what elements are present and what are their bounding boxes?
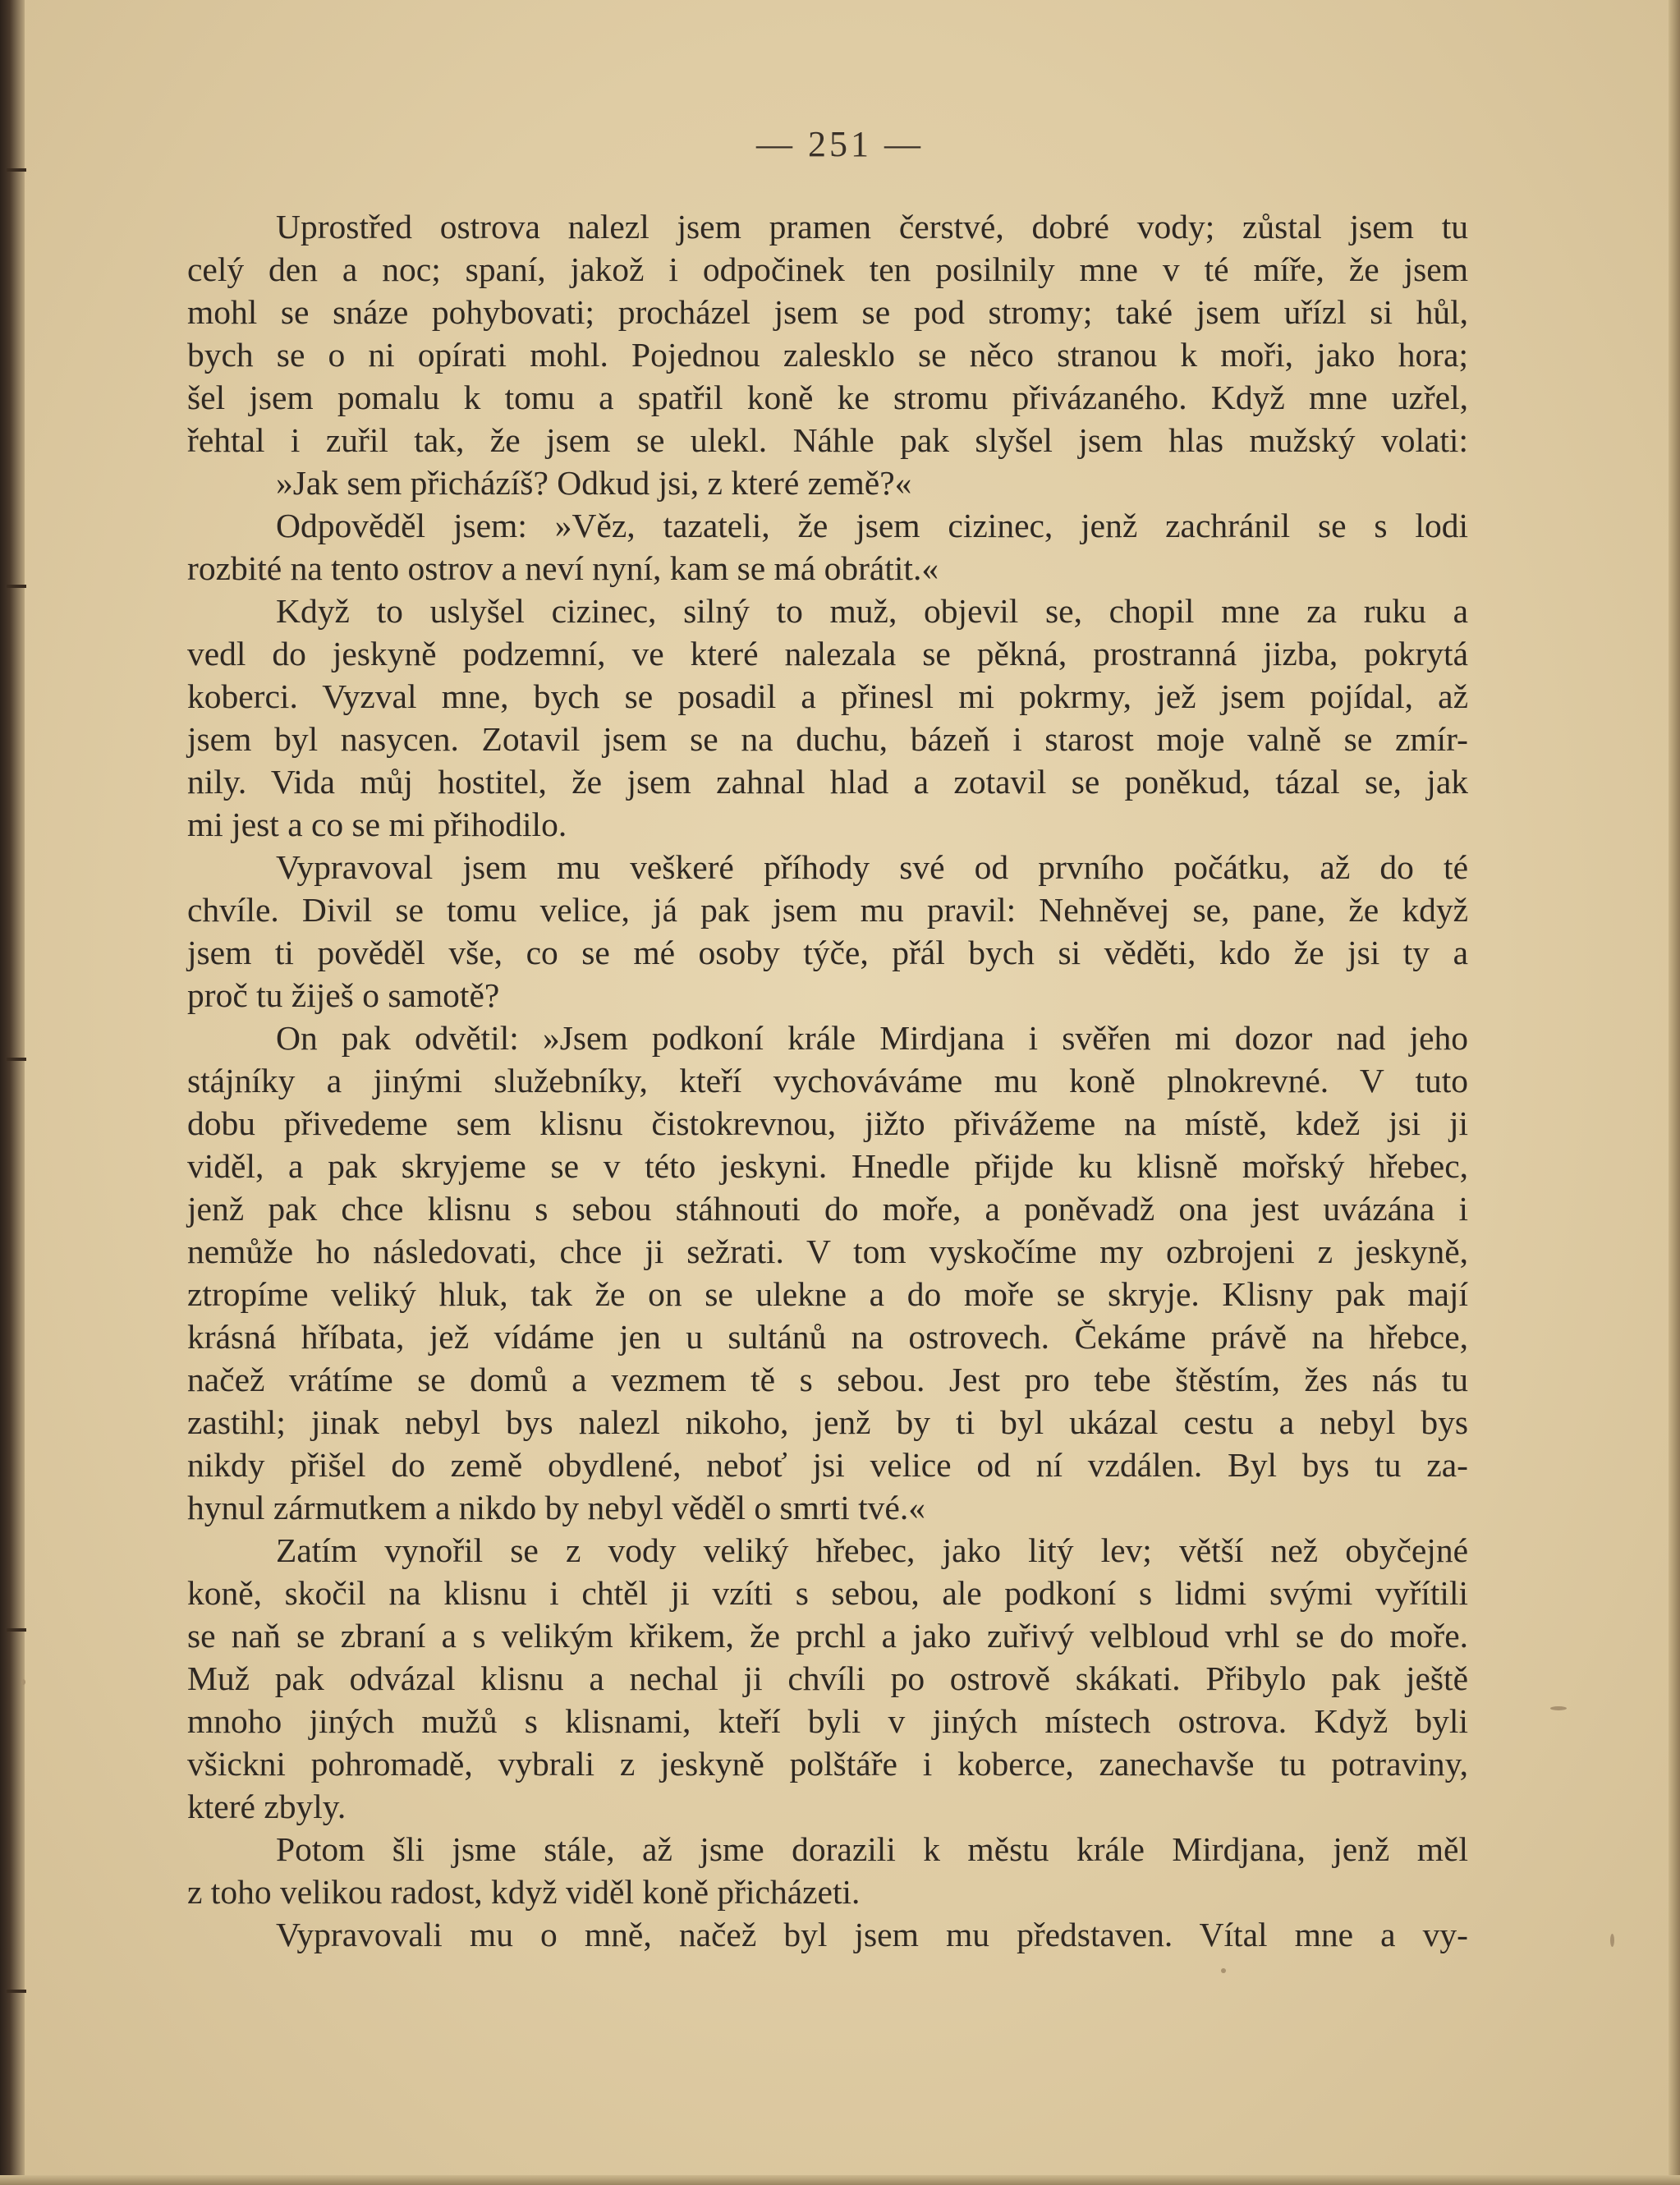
text-line: Zatím vynořil se z vody veliký hřebec, jako litý lev; větší než obyčejné xyxy=(276,1531,1468,1569)
text-line: bych se o ni opírati mohl. Pojednou zalesklo se něco stranou k moři, jako hora; xyxy=(187,336,1468,374)
paper-speck xyxy=(21,1679,25,1685)
paper-speck xyxy=(1610,1934,1614,1947)
text-line: Vypravoval jsem mu veškeré příhody své od prvního počátku, až do té xyxy=(276,848,1468,886)
text-line: dobu přivedeme sem klisnu čistokrevnou, jižto přivážeme na místě, kdež jsi ji xyxy=(187,1104,1468,1142)
text-line: řehtal i zuřil tak, že jsem se ulekl. Náhle pak slyšel jsem hlas mužský volati: xyxy=(187,421,1468,459)
text-line: stájníky a jinými služebníky, kteří vychováváme mu koně plnokrevné. V tuto xyxy=(187,1062,1468,1099)
paper-speck xyxy=(1221,1968,1226,1973)
text-line: nily. Vida můj hostitel, že jsem zahnal hlad a zotavil se poněkud, tázal se, jak xyxy=(187,763,1468,801)
text-line: načež vrátíme se domů a vezmem tě s sebou. Jest pro tebe štěstím, žes nás tu xyxy=(187,1361,1468,1398)
text-line: Když to uslyšel cizinec, silný to muž, objevil se, chopil mne za ruku a xyxy=(276,592,1468,630)
text-line: které zbyly. xyxy=(187,1788,347,1825)
text-line: On pak odvětil: »Jsem podkoní krále Mirdjana i svěřen mi dozor nad jeho xyxy=(276,1019,1468,1057)
text-line: chvíle. Divil se tomu velice, já pak jsem mu pravil: Nehněvej se, pane, že když xyxy=(187,891,1468,929)
text-line: nemůže ho následovati, chce ji sežrati. V tom vyskočíme my ozbrojeni z jeskyně, xyxy=(187,1233,1468,1270)
binding-mark xyxy=(7,585,26,588)
text-line: Odpověděl jsem: »Věz, tazateli, že jsem cizinec, jenž zachránil se s lodi xyxy=(276,507,1468,544)
text-line: jsem ti pověděl vše, co se mé osoby týče, přál bych si věděti, kdo že jsi ty a xyxy=(187,934,1468,971)
text-line: Muž pak odvázal klisnu a nechal ji chvíli po ostrově skákati. Přibylo pak ještě xyxy=(187,1659,1468,1697)
text-line: ztropíme veliký hluk, tak že on se ulekne a do moře se skryje. Klisny pak mají xyxy=(187,1275,1468,1313)
page-right-edge xyxy=(1669,0,1680,2185)
text-line: koberci. Vyzval mne, bych se posadil a přinesl mi pokrmy, jež jsem pojídal, až xyxy=(187,677,1468,715)
text-line: koně, skočil na klisnu i chtěl ji vzíti s sebou, ale podkoní s lidmi svými vyřítili xyxy=(187,1574,1468,1612)
text-line: mi jest a co se mi přihodilo. xyxy=(187,806,567,843)
text-line: celý den a noc; spaní, jakož i odpočinek ten posilnily mne v té míře, že jsem xyxy=(187,250,1468,288)
text-line: zastihl; jinak nebyl bys nalezl nikoho, jenž by ti byl ukázal cestu a nebyl bys xyxy=(187,1403,1468,1441)
text-line: mohl se snáze pohybovati; procházel jsem se pod stromy; také jsem uřízl si hůl, xyxy=(187,293,1468,331)
text-line: šel jsem pomalu k tomu a spatřil koně ke stromu přivázaného. Když mne uzřel, xyxy=(187,379,1468,416)
page-number: — 251 — xyxy=(756,124,924,164)
text-line: nikdy přišel do země obydlené, neboť jsi velice od ní vzdálen. Byl bys tu za- xyxy=(187,1446,1468,1484)
binding-mark xyxy=(7,1628,26,1632)
text-line: Vypravovali mu o mně, načež byl jsem mu představen. Vítal mne a vy- xyxy=(276,1916,1468,1953)
text-line: »Jak sem přicházíš? Odkud jsi, z které země?« xyxy=(276,464,912,502)
text-line: vedl do jeskyně podzemní, ve které nalezala se pěkná, prostranná jizba, pokrytá xyxy=(187,635,1468,672)
text-line: Uprostřed ostrova nalezl jsem pramen čerstvé, dobré vody; zůstal jsem tu xyxy=(276,208,1468,246)
text-line: viděl, a pak skryjeme se v této jeskyni. Hnedle přijde ku klisně mořský hřebec, xyxy=(187,1147,1468,1185)
binding-mark xyxy=(7,168,26,172)
paper-speck xyxy=(1550,1706,1567,1710)
text-line: jsem byl nasycen. Zotavil jsem se na duchu, bázeň i starost moje valně se zmír- xyxy=(187,720,1468,758)
text-line: Potom šli jsme stále, až jsme dorazili k městu krále Mirdjana, jenž měl xyxy=(276,1830,1468,1868)
page-bottom-edge xyxy=(0,2175,1680,2185)
text-line: mnoho jiných mužů s klisnami, kteří byli v jiných místech ostrova. Když byli xyxy=(187,1702,1468,1740)
text-line: rozbité na tento ostrov a neví nyní, kam se má obrátit.« xyxy=(187,549,939,587)
text-line: se naň se zbraní a s velikým křikem, že prchl a jako zuřivý velbloud vrhl se do moře. xyxy=(187,1617,1468,1655)
page-binding xyxy=(0,0,25,2185)
text-line: jenž pak chce klisnu s sebou stáhnouti do moře, a poněvadž ona jest uvázána i xyxy=(187,1190,1468,1228)
binding-mark xyxy=(7,1058,26,1061)
binding-mark xyxy=(7,1990,26,1993)
body-text xyxy=(187,205,1468,1956)
text-line: z toho velikou radost, když viděl koně přicházeti. xyxy=(187,1873,861,1911)
text-line: všickni pohromadě, vybrali z jeskyně polštáře i koberce, zanechavše tu potraviny, xyxy=(187,1745,1468,1783)
text-line: hynul zármutkem a nikdo by nebyl věděl o smrti tvé.« xyxy=(187,1489,925,1526)
text-line: proč tu žiješ o samotě? xyxy=(187,976,500,1014)
text-line: krásná hříbata, jež vídáme jen u sultánů na ostrovech. Čekáme právě na hřebce, xyxy=(187,1318,1468,1356)
